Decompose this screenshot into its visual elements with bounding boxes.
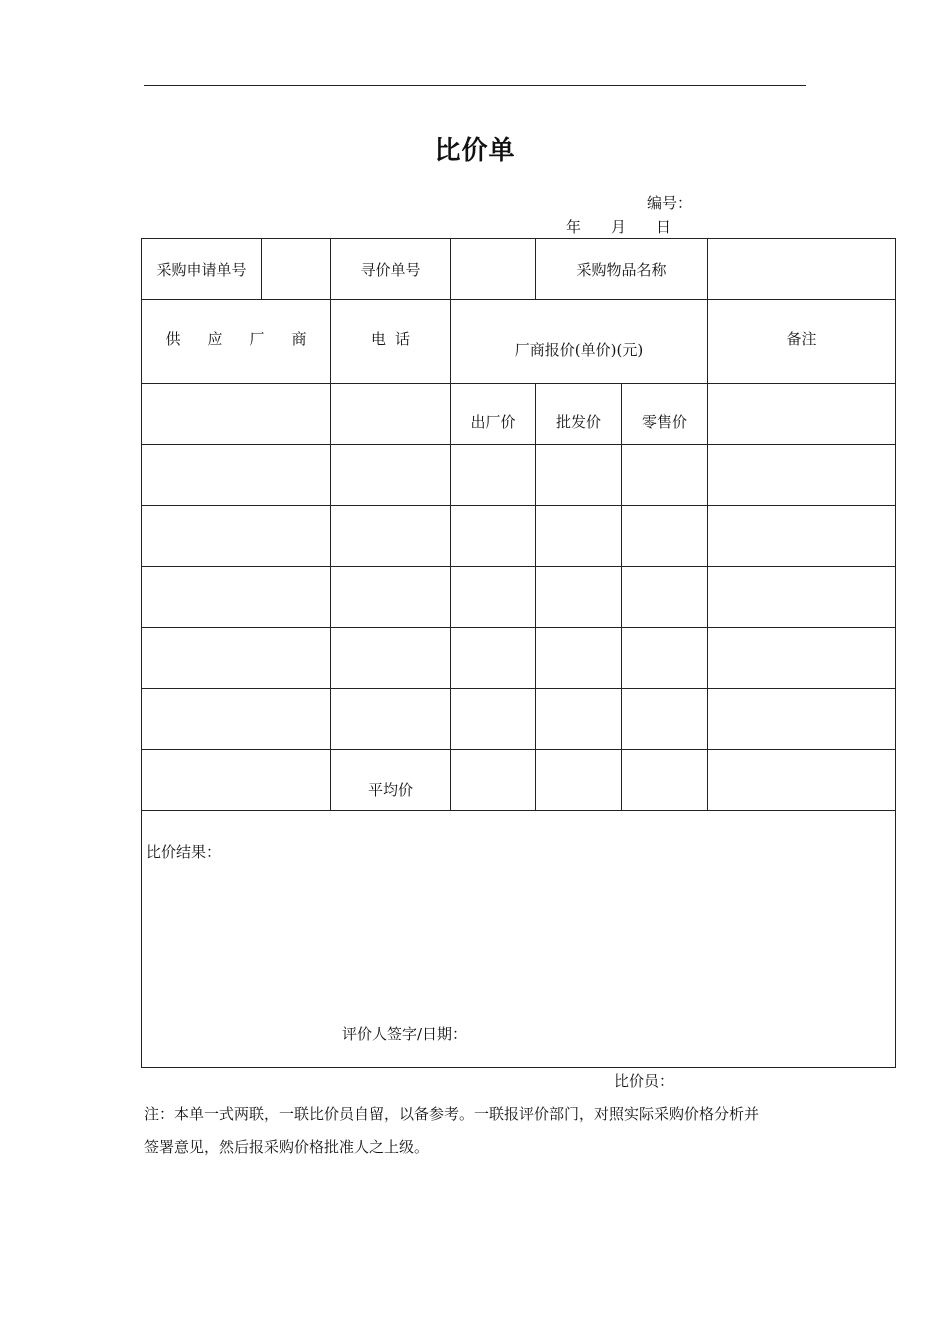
supplier-char: 供 [165,330,181,348]
average-row [142,750,896,811]
phone-cell[interactable] [331,445,451,506]
wholesale-price-cell[interactable] [536,445,622,506]
retail-price-cell[interactable] [622,567,708,628]
footnote [144,1098,814,1164]
factory-price-cell[interactable] [451,506,536,567]
remark-cell[interactable] [708,506,896,567]
supplier-cell[interactable] [142,750,331,811]
retail-price-cell[interactable] [622,445,708,506]
supplier-cell[interactable] [142,506,331,567]
supplier-header [142,300,331,384]
request-no-field[interactable] [262,239,331,300]
result-section[interactable] [142,811,896,1068]
remark-cell[interactable] [708,689,896,750]
table-row [142,689,896,750]
remark-cell[interactable] [708,384,896,445]
phone-char: 电 [370,330,386,348]
supplier-cell[interactable] [142,384,331,445]
supplier-cell[interactable] [142,445,331,506]
inquiry-no-label: 寻价单号 [331,239,451,300]
remark-cell[interactable] [708,567,896,628]
remark-cell[interactable] [708,445,896,506]
average-retail-price[interactable] [622,750,708,811]
retail-price-cell[interactable] [622,506,708,567]
wholesale-price-cell[interactable] [536,689,622,750]
phone-cell[interactable] [331,506,451,567]
factory-price-cell[interactable] [451,445,536,506]
item-name-label: 采购物品名称 [536,239,708,300]
inquiry-no-field[interactable] [451,239,536,300]
supplier-char: 厂 [249,330,265,348]
table-row [142,567,896,628]
footnote-line: 注：本单一式两联，一联比价员自留，以备参考。一联报评价部门，对照实际采购价格分析并 [144,1105,760,1123]
wholesale-price-header: 批发价 [536,384,622,445]
serial-number-label: 编号： [647,194,693,212]
supplier-cell[interactable] [142,567,331,628]
factory-price-cell[interactable] [451,628,536,689]
supplier-cell[interactable] [142,689,331,750]
date-line [566,216,671,237]
supplier-cell[interactable] [142,628,331,689]
factory-price-cell[interactable] [451,689,536,750]
retail-price-cell[interactable] [622,628,708,689]
remark-cell[interactable] [708,750,896,811]
factory-price-cell[interactable] [451,567,536,628]
quote-header: 厂商报价(单价)(元) [451,300,708,384]
supplier-char: 应 [207,330,223,348]
remark-header: 备注 [708,300,896,384]
request-no-label: 采购申请单号 [142,239,262,300]
average-label: 平均价 [331,750,451,811]
phone-cell[interactable] [331,628,451,689]
item-name-field[interactable] [708,239,896,300]
phone-cell[interactable] [331,689,451,750]
signature-label: 评价人签字/日期： [342,1025,468,1043]
phone-char: 话 [394,330,410,348]
table-row [142,445,896,506]
footnote-line: 签署意见，然后报采购价格批准人之上级。 [144,1138,430,1156]
supplier-char: 商 [291,330,307,348]
page-title: 比价单 [434,136,516,166]
table-row [142,628,896,689]
result-label: 比价结果： [146,843,222,861]
header-rule [144,85,806,86]
date-day: 日 [656,218,672,236]
remark-cell[interactable] [708,628,896,689]
comparer-label: 比价员： [614,1072,675,1090]
retail-price-cell[interactable] [622,689,708,750]
date-month: 月 [611,218,627,236]
date-year: 年 [566,218,582,236]
wholesale-price-cell[interactable] [536,506,622,567]
table-row [142,506,896,567]
factory-price-header: 出厂价 [451,384,536,445]
phone-header [331,300,451,384]
phone-cell[interactable] [331,567,451,628]
comparison-table [141,238,896,1068]
average-wholesale-price[interactable] [536,750,622,811]
average-factory-price[interactable] [451,750,536,811]
wholesale-price-cell[interactable] [536,628,622,689]
wholesale-price-cell[interactable] [536,567,622,628]
phone-cell[interactable] [331,384,451,445]
retail-price-header: 零售价 [622,384,708,445]
